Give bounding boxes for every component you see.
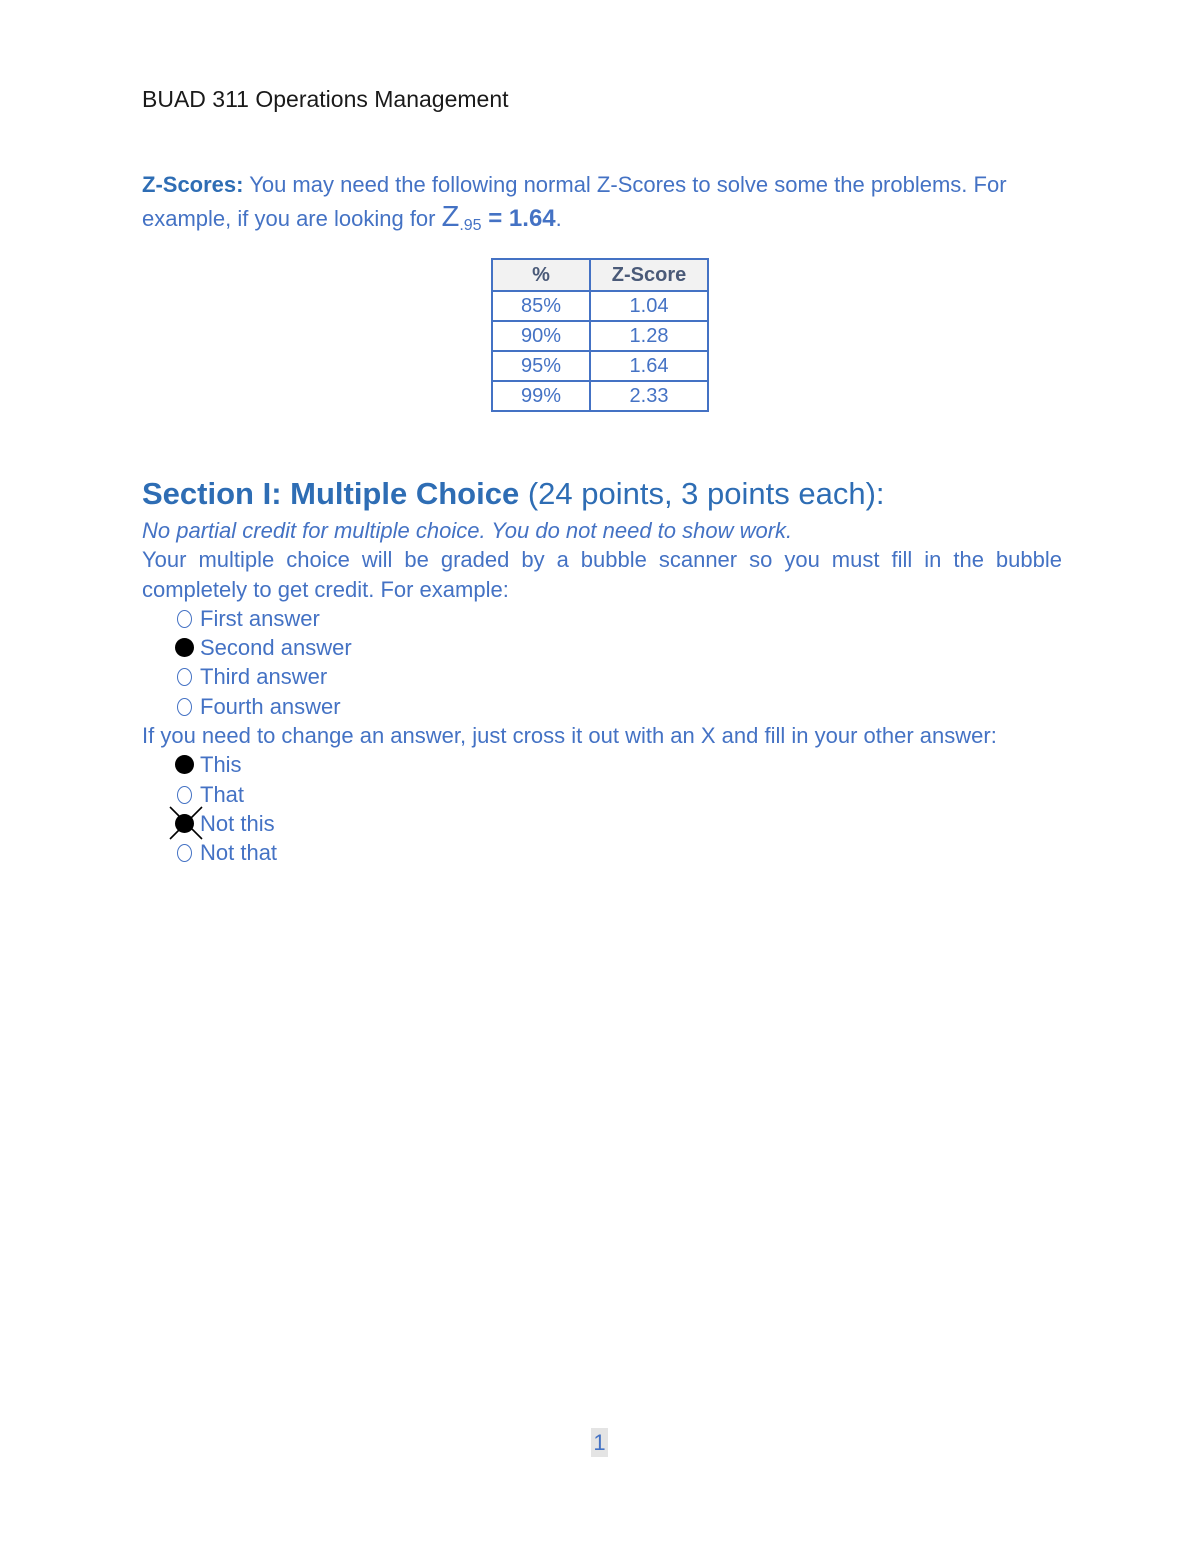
empty-bubble-icon [177, 844, 192, 862]
zscore-cell: 1.04 [590, 291, 708, 321]
zscores-lead: Z-Scores: [142, 172, 244, 197]
section-title [142, 476, 885, 512]
zscore-table [491, 258, 709, 412]
zscore-cell: 2.33 [590, 381, 708, 411]
header-zscore: Z-Score [590, 259, 708, 291]
partial-credit-note: No partial credit for multiple choice. You do not need to show work. [142, 518, 793, 543]
change-option-not-that [142, 838, 1062, 867]
zscore-cell: 1.64 [590, 351, 708, 381]
option-label: Not that [200, 840, 278, 866]
section-title-bold: Section I: Multiple Choice [142, 476, 520, 511]
table-row [492, 381, 708, 411]
change-option-not-this [142, 809, 1062, 838]
z-subscript: .95 [459, 217, 482, 234]
zscores-text: You may need the following normal Z-Scores to solve some the problems. For example, if you are looking for [142, 172, 1007, 231]
header-percent: % [492, 259, 590, 291]
zscore-cell: 1.28 [590, 321, 708, 351]
course-title: BUAD 311 Operations Management [142, 86, 509, 112]
option-label: Second answer [200, 635, 352, 661]
percent-cell: 99% [492, 381, 590, 411]
option-label: This [200, 752, 242, 778]
option-label: That [200, 781, 245, 807]
zscores-end-punct: . [555, 206, 562, 231]
z-symbol: Z [441, 201, 460, 233]
scanner-note: Your multiple choice will be graded by a bubble scanner so you must fill in the bubble completely to get credit. For example: [142, 547, 1062, 602]
example-option-second [142, 633, 1062, 662]
table-row [492, 321, 708, 351]
zscores-intro [142, 168, 1072, 238]
cross-out-icon [168, 805, 204, 841]
z-example-value: = 1.64 [481, 205, 556, 232]
option-label: Third answer [200, 664, 328, 690]
page-number: 1 [591, 1428, 608, 1457]
empty-bubble-icon [177, 668, 192, 686]
example-option-first [142, 604, 1062, 633]
table-row [492, 291, 708, 321]
table-header-row [492, 259, 708, 291]
change-answer-note: If you need to change an answer, just cross it out with an X and fill in your other answer: [142, 723, 997, 749]
percent-cell: 95% [492, 351, 590, 381]
example-option-third [142, 662, 1062, 691]
example-option-fourth [142, 692, 1062, 721]
option-label: First answer [200, 605, 320, 631]
empty-bubble-icon [177, 610, 192, 628]
change-option-this [142, 750, 1062, 779]
empty-bubble-icon [177, 698, 192, 716]
instructions [142, 516, 1062, 868]
option-label: Fourth answer [200, 693, 341, 719]
section-title-rest: (24 points, 3 points each): [519, 476, 885, 511]
empty-bubble-icon [177, 786, 192, 804]
table-row [492, 351, 708, 381]
percent-cell: 90% [492, 321, 590, 351]
filled-bubble-icon [175, 755, 194, 774]
percent-cell: 85% [492, 291, 590, 321]
filled-bubble-icon [175, 638, 194, 657]
option-label: Not this [200, 810, 275, 836]
change-option-that [142, 780, 1062, 809]
